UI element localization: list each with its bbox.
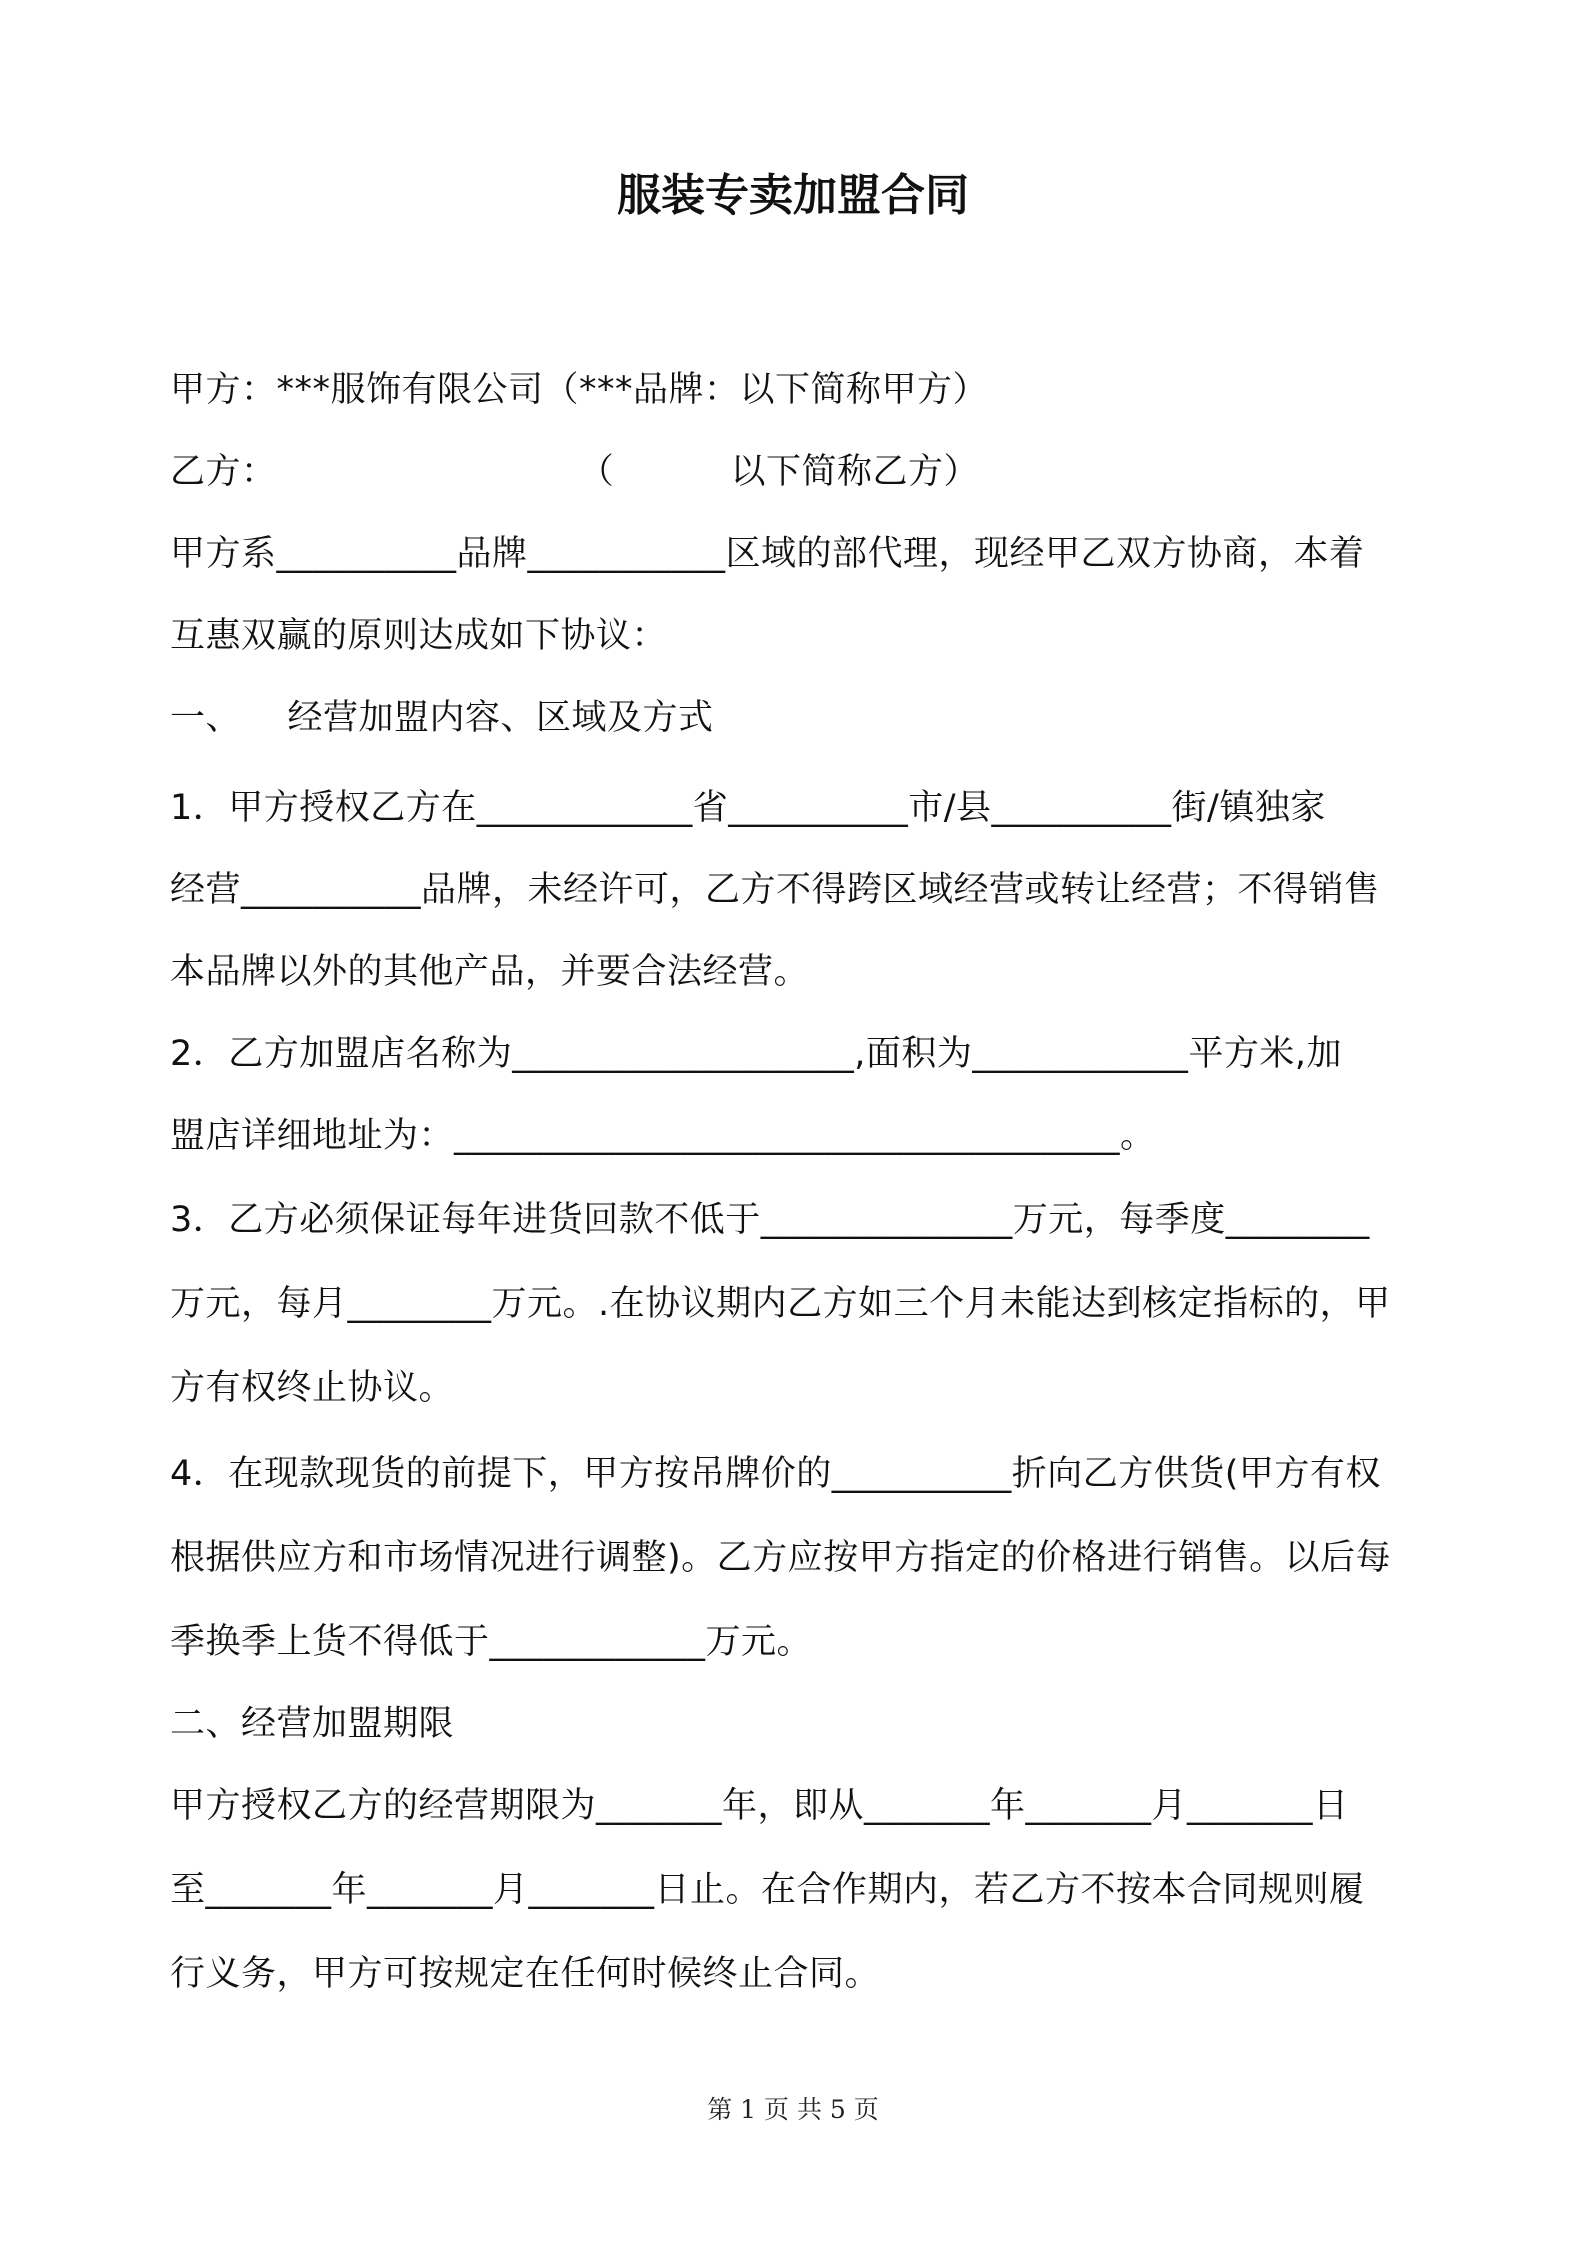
clause-3-line-1: 3．乙方必须保证每年进货回款不低于______________万元，每季度________: [170, 1200, 1370, 1240]
clause-2-line-1: 2．乙方加盟店名称为___________________,面积为____________平方米,加: [170, 1034, 1343, 1074]
clause-4-line-2: 根据供应方和市场情况进行调整)。乙方应按甲方指定的价格进行销售。以后每: [170, 1538, 1392, 1578]
clause-4-line-1: 4．在现款现货的前提下，甲方按吊牌价的__________折向乙方供货(甲方有权: [170, 1454, 1381, 1494]
page-number-footer: 第 1 页 共 5 页: [707, 2095, 879, 2124]
document-title: 服装专卖加盟合同: [617, 170, 969, 221]
party-a-line: 甲方：***服饰有限公司（***品牌：以下简称甲方）: [170, 370, 989, 410]
term-line-3: 行义务，甲方可按规定在任何时候终止合同。: [170, 1954, 881, 1994]
party-b-line: 乙方： （ 以下简称乙方）: [170, 452, 980, 492]
clause-4-line-3: 季换季上货不得低于____________万元。: [170, 1622, 813, 1662]
clause-3-line-3: 方有权终止协议。: [170, 1368, 455, 1408]
clause-3-line-2: 万元，每月________万元。.在协议期内乙方如三个月未能达到核定指标的，甲: [170, 1284, 1391, 1324]
clause-2-line-2: 盟店详细地址为：_____________________________________。: [170, 1116, 1156, 1156]
term-line-2: 至_______年_______月_______日止。在合作期内，若乙方不按本合同规则履: [170, 1870, 1365, 1910]
clause-1-line-2: 经营__________品牌，未经许可，乙方不得跨区域经营或转让经营；不得销售: [170, 870, 1380, 910]
section-2-heading: 二、经营加盟期限: [170, 1704, 455, 1744]
preamble-line-1: 甲方系__________品牌___________区域的部代理，现经甲乙双方协商，本着: [170, 534, 1365, 574]
section-1-heading: 一、 经营加盟内容、区域及方式: [170, 698, 714, 738]
term-line-1: 甲方授权乙方的经营期限为_______年，即从_______年_______月_______日: [170, 1786, 1349, 1826]
preamble-line-2: 互惠双赢的原则达成如下协议：: [170, 616, 668, 656]
clause-1-line-1: 1．甲方授权乙方在____________省__________市/县__________街/镇独家: [170, 788, 1326, 828]
clause-1-line-3: 本品牌以外的其他产品，并要合法经营。: [170, 952, 810, 992]
